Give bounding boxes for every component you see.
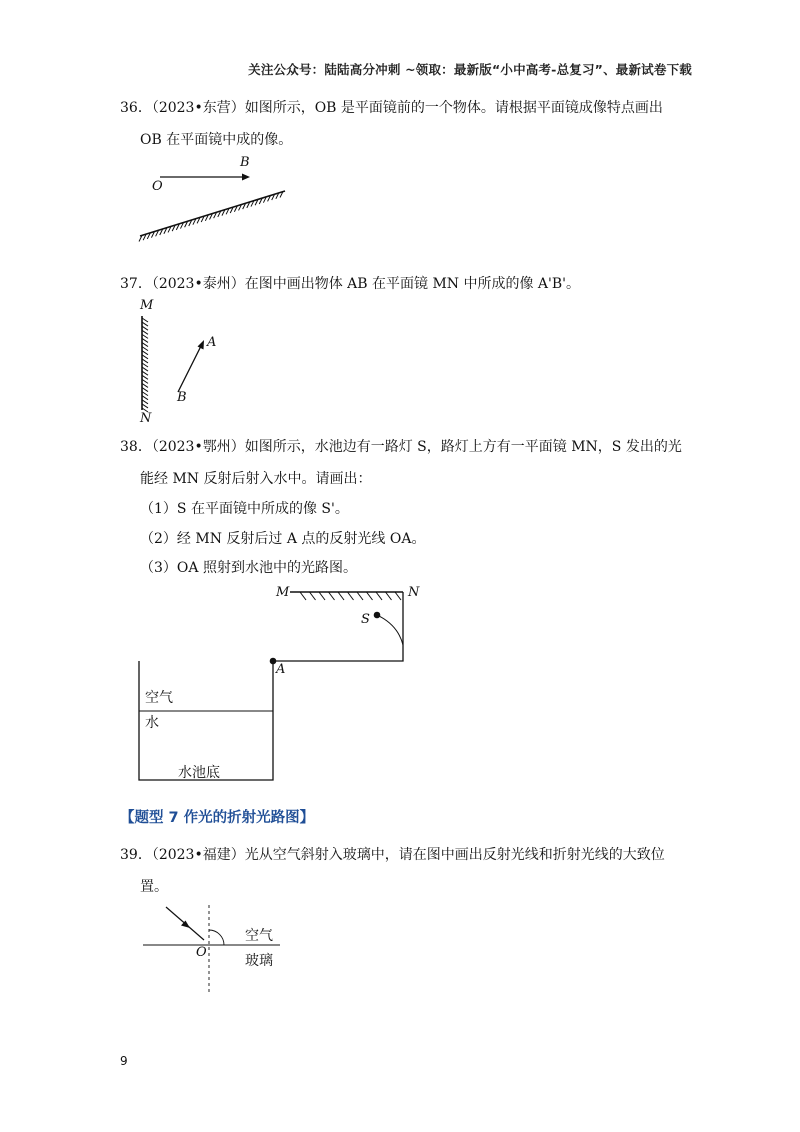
section-title: 【题型 7 作光的折射光路图】 <box>120 810 315 826</box>
label-s: S <box>361 612 370 627</box>
label-glass: 玻璃 <box>245 953 273 969</box>
question-39-line2: 置。 <box>140 879 168 895</box>
label-a: A <box>207 335 217 350</box>
label-water: 水 <box>145 715 159 731</box>
label-m: M <box>140 298 154 313</box>
question-38-line1: 38．（2023•鄂州）如图所示，水池边有一路灯 S，路灯上方有一平面镜 MN，S 发出的光 <box>120 439 682 455</box>
label-o: O <box>152 179 163 194</box>
question-38-line2: 能经 MN 反射后射入水中。请画出： <box>140 471 372 487</box>
page-header: 关注公众号：陆陆高分冲刺 ~领取：最新版“小中高考-总复习”、最新试卷下载 <box>248 62 692 77</box>
label-pool-bottom: 水池底 <box>178 765 220 781</box>
question-37-line1: 37．（2023•泰州）在图中画出物体 AB 在平面镜 MN 中所成的像 A'B'。 <box>120 276 581 292</box>
question-38-sub3: （3）OA 照射到水池中的光路图。 <box>140 560 357 576</box>
incidence-angle-arc <box>209 930 224 945</box>
question-39-line1: 39．（2023•福建）光从空气斜射入玻璃中，请在图中画出反射光线和折射光线的大致位 <box>120 847 665 863</box>
label-b: B <box>240 155 250 170</box>
label-n: N <box>140 411 152 426</box>
label-b: B <box>177 390 187 405</box>
label-n: N <box>408 585 420 600</box>
question-36-line1: 36．（2023•东营）如图所示，OB 是平面镜前的一个物体。请根据平面镜成像特点画出 <box>120 100 663 116</box>
label-air: 空气 <box>145 690 173 706</box>
question-38-sub1: （1）S 在平面镜中所成的像 S'。 <box>140 501 349 517</box>
label-air: 空气 <box>245 928 273 944</box>
question-36-line2: OB 在平面镜中成的像。 <box>140 132 293 148</box>
page-number: 9 <box>120 1054 128 1068</box>
question-38-sub2: （2）经 MN 反射后过 A 点的反射光线 OA。 <box>140 531 426 547</box>
label-a: A <box>276 662 286 677</box>
label-m: M <box>276 585 290 600</box>
label-o: O <box>196 945 207 960</box>
